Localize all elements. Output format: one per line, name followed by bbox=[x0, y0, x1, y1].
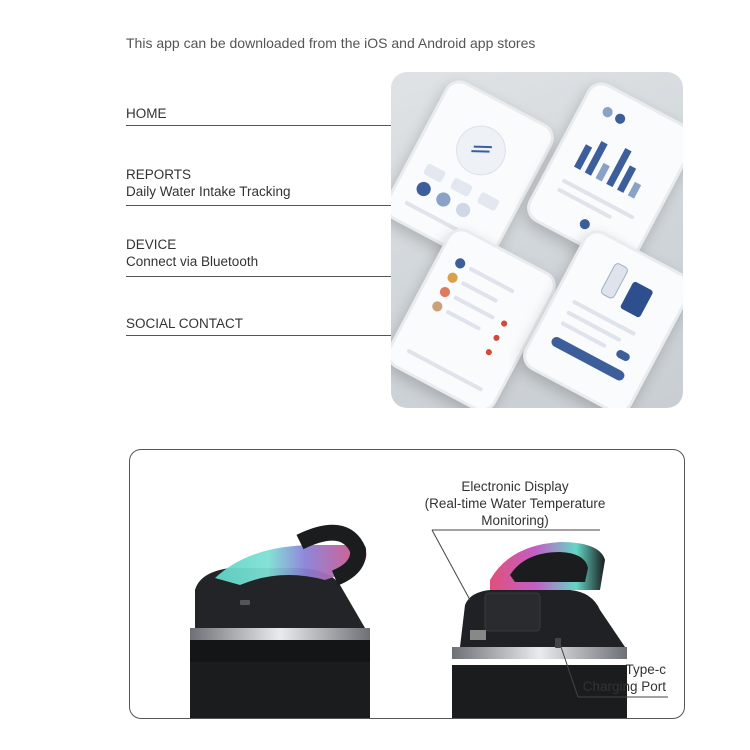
phone-device-screen bbox=[517, 225, 683, 408]
feature-home-title: HOME bbox=[126, 106, 167, 121]
feature-reports bbox=[126, 166, 291, 200]
app-screenshots-panel bbox=[391, 72, 683, 408]
feature-home bbox=[126, 105, 167, 122]
display-callout bbox=[410, 478, 620, 529]
feature-social-title: SOCIAL CONTACT bbox=[126, 316, 244, 331]
feature-device bbox=[126, 236, 258, 270]
left-bottle bbox=[190, 533, 370, 718]
feature-reports-title: REPORTS bbox=[126, 167, 192, 182]
port-callout-line1: Type-c bbox=[625, 662, 666, 677]
display-callout-line3: Monitoring) bbox=[481, 513, 549, 528]
display-callout-line1: Electronic Display bbox=[461, 479, 569, 494]
port-callout-line2: Charging Port bbox=[582, 679, 666, 694]
feature-social bbox=[126, 315, 243, 332]
intro-text: This app can be downloaded from the iOS and Android app stores bbox=[126, 35, 536, 51]
social-leader-line bbox=[126, 335, 416, 336]
display-pointer-line bbox=[432, 530, 470, 600]
product-features-card bbox=[129, 449, 685, 719]
feature-reports-subtitle: Daily Water Intake Tracking bbox=[126, 184, 291, 199]
feature-device-subtitle: Connect via Bluetooth bbox=[126, 254, 259, 269]
port-callout bbox=[566, 661, 666, 695]
display-callout-line2: (Real-time Water Temperature bbox=[424, 496, 606, 511]
phone-social-screen bbox=[391, 223, 562, 408]
feature-device-title: DEVICE bbox=[126, 237, 177, 252]
